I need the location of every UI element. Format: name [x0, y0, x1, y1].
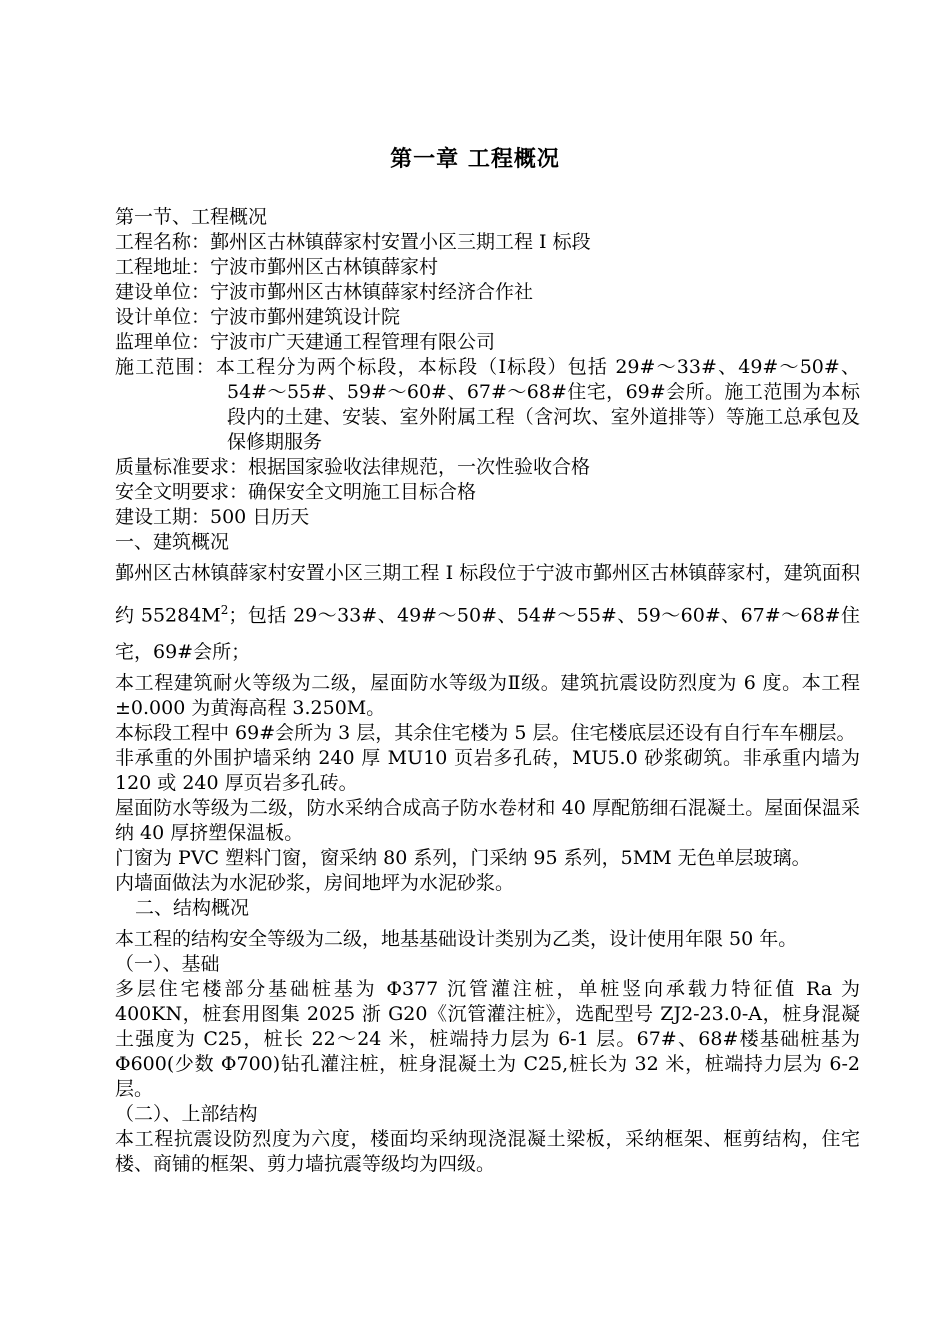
superscript-2: 2: [220, 603, 229, 617]
project-name: 工程名称：鄞州区古林镇薛家村安置小区三期工程 I 标段: [115, 231, 591, 253]
architecture-paragraph-6: 门窗为 PVC 塑料门窗，窗采纳 80 系列，门采纳 95 系列，5MM 无色单层玻璃。: [115, 847, 811, 870]
quality-requirement: 质量标准要求：根据国家验收法律规范，一次性验收合格: [115, 456, 591, 478]
owner-unit: 建设单位：宁波市鄞州区古林镇薛家村经济合作社: [115, 281, 534, 303]
construction-scope: 施工范围：本工程分为两个标段，本标段（Ⅰ标段）包括 29#～33#、49#～50#、54#～55#、59#～60#、67#～68#住宅，69#会所。施工范围为本标段内的土建、安装、室外附属工程（含河坎、室外道排等）等施工总承包及保修期服务: [115, 356, 860, 453]
supervision-unit: 监理单位：宁波市广天建通工程管理有限公司: [115, 331, 496, 353]
foundation-paragraph: 多层住宅楼部分基础桩基为 Φ377 沉管灌注桩，单桩竖向承载力特征值 Ra 为 400KN，桩套用图集 2025 浙 G20《沉管灌注桩》，选配型号 ZJ2-23.0-A，桩身混凝土强度为 C25，桩长 22～24 米，桩端持力层为 6-1 层。67#、68#楼基础桩基为 Φ600(少数 Φ700)钻孔灌注桩，桩身混凝土为 C25,桩长为 32 米，桩端持力层为 6-2 层。: [115, 978, 860, 1101]
architecture-heading: 一、建筑概况: [115, 531, 230, 553]
upper-structure-heading: （二）、上部结构: [115, 1103, 258, 1126]
structure-heading: 二、结构概况: [135, 897, 250, 920]
document-body: [115, 205, 860, 1177]
architecture-paragraph-5: 屋面防水等级为二级，防水采纳合成高子防水卷材和 40 厚配筋细石混凝土。屋面保温采纳 40 厚挤塑保温板。: [115, 797, 860, 845]
upper-structure-paragraph: 本工程抗震设防烈度为六度，楼面均采纳现浇混凝土梁板，采纳框架、框剪结构，住宅楼、商铺的框架、剪力墙抗震等级均为四级。: [115, 1128, 860, 1176]
architecture-paragraph-3: 本标段工程中 69#会所为 3 层，其余住宅楼为 5 层。住宅楼底层还设有自行车车棚层。: [115, 722, 856, 745]
design-unit: 设计单位：宁波市鄞州建筑设计院: [115, 306, 401, 328]
structure-paragraph-1: 本工程的结构安全等级为二级，地基基础设计类别为乙类，设计使用年限 50 年。: [115, 928, 798, 951]
chapter-title: 第一章 工程概况: [390, 146, 560, 172]
construction-period: 建设工期：500 日历天: [115, 506, 310, 528]
section-heading: 第一节、工程概况: [115, 206, 268, 228]
architecture-paragraph-1: [115, 555, 860, 671]
architecture-p1-text-a: 鄞州区古林镇薛家村安置小区三期工程 I 标段位于宁波市鄞州区古林镇薛家村，建筑面积约 55284M: [115, 562, 860, 627]
project-address: 工程地址：宁波市鄞州区古林镇薛家村: [115, 256, 439, 278]
architecture-paragraph-4: 非承重的外围护墙采纳 240 厚 MU10 页岩多孔砖，MU5.0 砂浆砌筑。非承重内墙为 120 或 240 厚页岩多孔砖。: [115, 747, 860, 795]
architecture-paragraph-7: 内墙面做法为水泥砂浆，房间地坪为水泥砂浆。: [115, 872, 515, 895]
foundation-heading: （一）、基础: [115, 953, 220, 976]
architecture-paragraph-2: 本工程建筑耐火等级为二级，屋面防水等级为Ⅱ级。建筑抗震设防烈度为 6 度。本工程±0.000 为黄海高程 3.250M。: [115, 672, 860, 720]
safety-requirement: 安全文明要求：确保安全文明施工目标合格: [115, 481, 477, 503]
architecture-p1-text-b: ；包括 29～33#、49#～50#、54#～55#、59～60#、67#～68#住宅，69#会所；: [115, 604, 861, 664]
